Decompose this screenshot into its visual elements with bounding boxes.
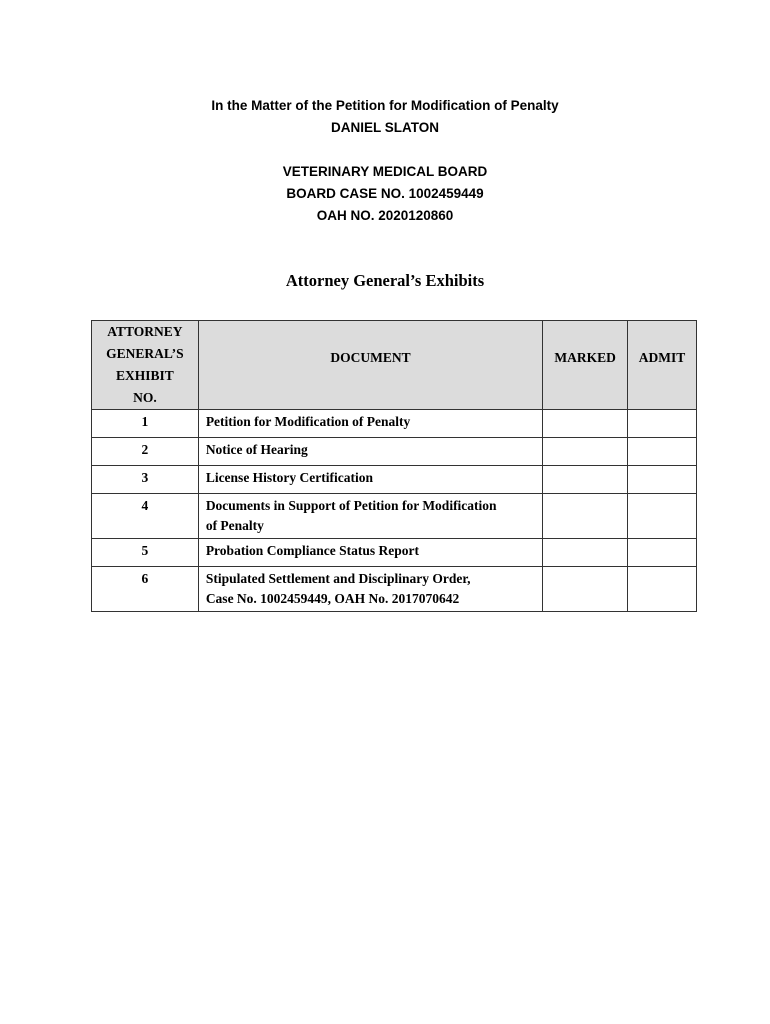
case-caption <box>0 95 770 227</box>
table-row <box>92 466 697 494</box>
exhibit-number: 6 <box>92 567 199 612</box>
exhibit-number: 2 <box>92 438 199 466</box>
column-header-document-label: DOCUMENT <box>330 350 411 365</box>
caption-oah-number: OAH NO. 2020120860 <box>316 208 454 223</box>
table-header <box>92 321 697 410</box>
exhibit-admit-cell <box>628 539 697 567</box>
column-header-marked <box>543 321 628 410</box>
exhibit-number: 4 <box>92 494 199 539</box>
exhibit-marked-cell <box>543 410 628 438</box>
exhibit-document <box>198 410 542 438</box>
exhibit-document-line: Documents in Support of Petition for Modification <box>205 498 497 513</box>
column-header-exhibit-no-line: EXHIBIT <box>116 368 174 383</box>
exhibit-admit-cell <box>628 567 697 612</box>
exhibit-number: 1 <box>92 410 199 438</box>
exhibit-admit-cell <box>628 494 697 539</box>
exhibit-document-line: Stipulated Settlement and Disciplinary Order, <box>205 571 471 586</box>
exhibit-marked-cell <box>543 539 628 567</box>
exhibit-marked-cell <box>543 466 628 494</box>
caption-matter-line: In the Matter of the Petition for Modification of Penalty <box>211 98 559 113</box>
table-row <box>92 438 697 466</box>
column-header-exhibit-no <box>92 321 199 410</box>
column-header-exhibit-no-line: NO. <box>133 390 157 405</box>
table-header-row <box>92 321 697 410</box>
exhibit-document-line: Probation Compliance Status Report <box>205 543 419 558</box>
exhibit-marked-cell <box>543 438 628 466</box>
exhibit-marked-cell <box>543 494 628 539</box>
exhibit-document <box>198 494 542 539</box>
exhibit-document <box>198 567 542 612</box>
caption-board-name: VETERINARY MEDICAL BOARD <box>282 164 488 179</box>
exhibit-number: 3 <box>92 466 199 494</box>
exhibit-document-line: Case No. 1002459449, OAH No. 2017070642 <box>205 590 460 606</box>
exhibit-number: 5 <box>92 539 199 567</box>
column-header-exhibit-no-line: ATTORNEY <box>107 324 183 339</box>
exhibit-admit-cell <box>628 466 697 494</box>
column-header-marked-label: MARKED <box>554 350 616 365</box>
table-row <box>92 494 697 539</box>
exhibit-document <box>198 466 542 494</box>
exhibit-document <box>198 539 542 567</box>
column-header-document <box>198 321 542 410</box>
table-row <box>92 410 697 438</box>
exhibit-marked-cell <box>543 567 628 612</box>
caption-board-case-number: BOARD CASE NO. 1002459449 <box>286 186 484 201</box>
exhibit-document-line: Notice of Hearing <box>205 442 308 457</box>
table-row <box>92 539 697 567</box>
exhibit-document <box>198 438 542 466</box>
column-header-admit <box>628 321 697 410</box>
exhibit-document-line: Petition for Modification of Penalty <box>205 414 411 429</box>
column-header-exhibit-no-line: GENERAL’S <box>106 346 184 361</box>
exhibits-table <box>91 320 697 612</box>
page-title: Attorney General’s Exhibits <box>285 271 485 290</box>
exhibit-admit-cell <box>628 410 697 438</box>
exhibit-admit-cell <box>628 438 697 466</box>
caption-respondent-name: DANIEL SLATON <box>330 120 439 135</box>
exhibit-document-line: License History Certification <box>205 470 374 485</box>
table-body <box>92 410 697 612</box>
table-row <box>92 567 697 612</box>
column-header-admit-label: ADMIT <box>638 350 686 365</box>
exhibit-document-line: of Penalty <box>205 517 264 533</box>
